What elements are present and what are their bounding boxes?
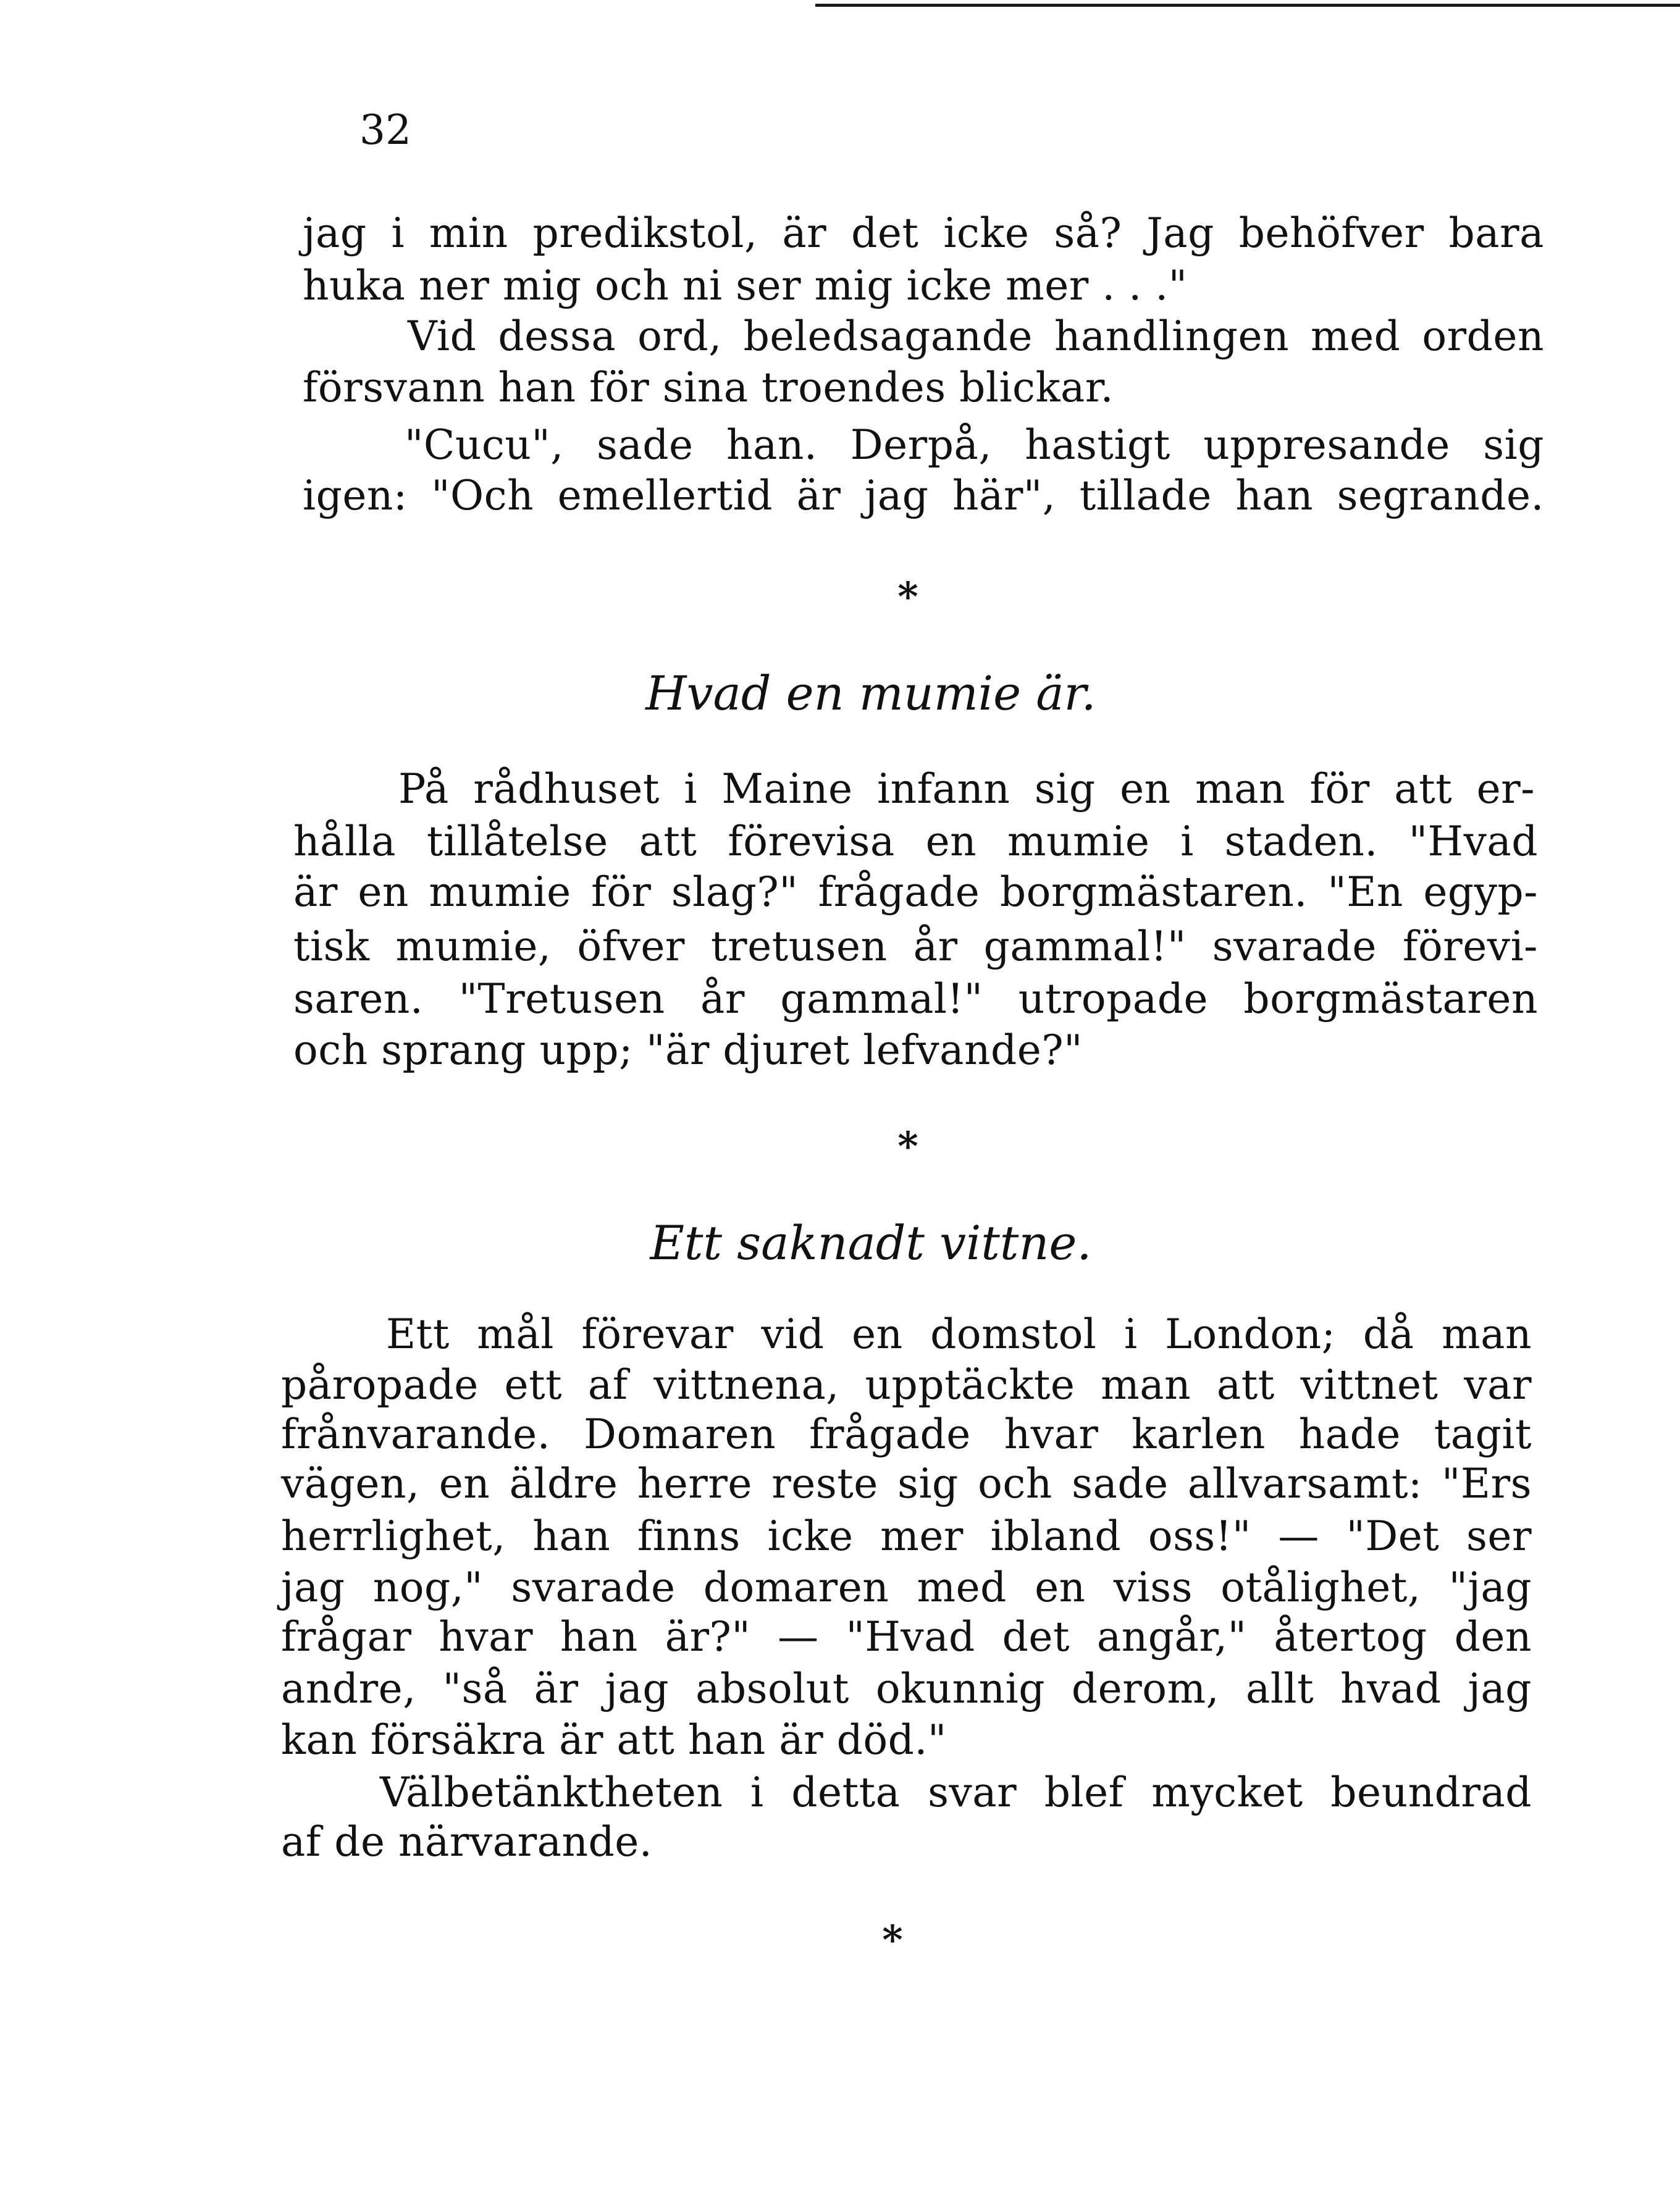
text-line: jag nog," svarade domaren med en viss otålighet, "jag [281, 1564, 1532, 1611]
section-3-title: Ett saknadt vittne. [650, 1215, 1092, 1270]
text-line: påropade ett af vittnena, upptäckte man att vittnet var [281, 1361, 1532, 1409]
section-separator: * [882, 1917, 903, 1963]
text-line: "Cucu", sade han. Derpå, hastigt uppresande sig [405, 421, 1544, 469]
text-line: af de närvarande. [281, 1818, 653, 1866]
text-line: vägen, en äldre herre reste sig och sade allvarsamt: "Ers [281, 1460, 1532, 1507]
text-line: saren. "Tretusen år gammal!" utropade borgmästaren [293, 975, 1538, 1023]
section-separator: * [897, 574, 918, 620]
text-line: herrlighet, han finns icke mer ibland oss!" — "Det ser [281, 1512, 1532, 1560]
text-line: jag i min predikstol, är det icke så? Jag behöfver bara [303, 209, 1544, 257]
top-edge-rule [815, 4, 1680, 7]
text-line: igen: "Och emellertid är jag här", tillade han segrande. [303, 472, 1544, 519]
text-line: hålla tillåtelse att förevisa en mumie i staden. "Hvad [293, 818, 1538, 865]
text-line: På rådhuset i Maine infann sig en man för att er- [398, 765, 1535, 813]
section-2-title: Hvad en mumie är. [645, 666, 1096, 721]
text-line: frågar hvar han är?" — "Hvad det angår," återtog den [281, 1613, 1532, 1661]
text-line: Ett mål förevar vid en domstol i London; då man [386, 1310, 1532, 1358]
text-line: huka ner mig och ni ser mig icke mer . . ." [303, 262, 1188, 309]
page-number: 32 [359, 106, 411, 154]
text-line: Välbetänktheten i detta svar blef mycket beundrad [380, 1769, 1532, 1816]
section-separator: * [897, 1123, 918, 1170]
text-line: kan försäkra är att han är död." [281, 1716, 947, 1764]
text-line: andre, "så är jag absolut okunnig derom, allt hvad jag [281, 1665, 1532, 1712]
text-line: frånvarande. Domaren frågade hvar karlen hade tagit [281, 1410, 1532, 1458]
text-line: är en mumie för slag?" frågade borgmästaren. "En egyp- [293, 868, 1538, 916]
text-line: tisk mumie, öfver tretusen år gammal!" svarade förevi- [293, 923, 1538, 970]
text-line: Vid dessa ord, beledsagande handlingen med orden [408, 312, 1544, 360]
text-line: försvann han för sina troendes blickar. [303, 364, 1114, 411]
text-line: och sprang upp; "är djuret lefvande?" [293, 1026, 1083, 1074]
